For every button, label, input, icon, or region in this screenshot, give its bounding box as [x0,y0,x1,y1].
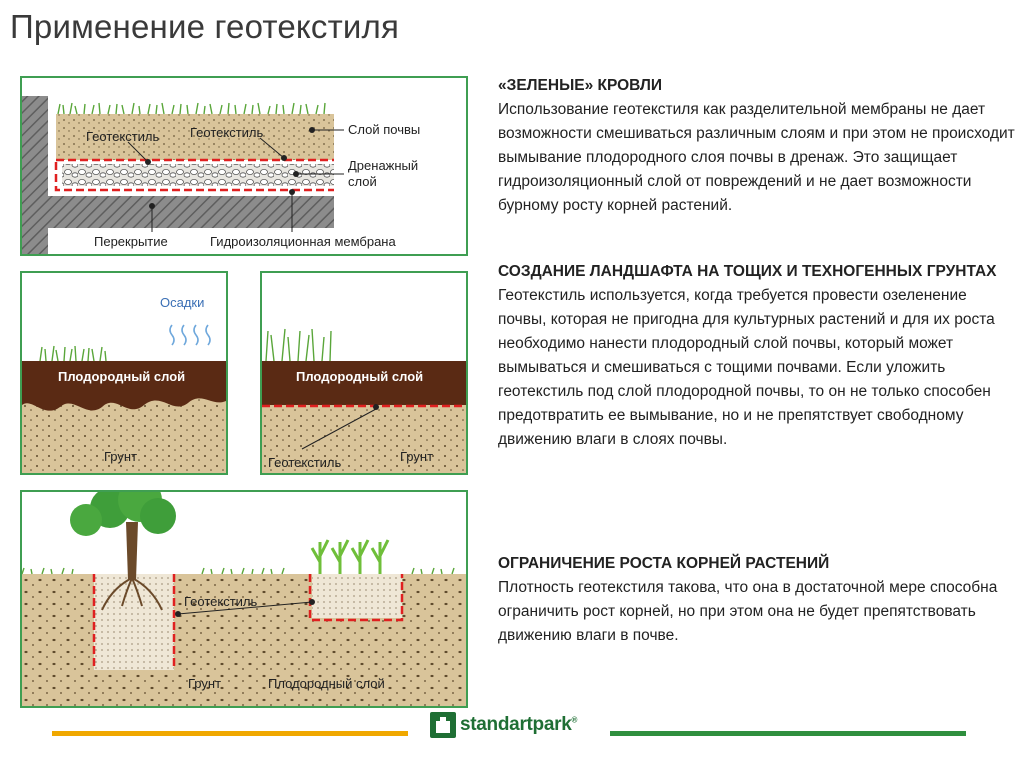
section-heading: «ЗЕЛЕНЫЕ» КРОВЛИ [498,77,662,94]
brand-logo [430,708,577,742]
roots-illustration [22,492,466,706]
section-root-limit [498,552,1018,648]
protected-label-ground: Грунт [400,449,434,464]
roof-label-geotextile-2: Геотекстиль [190,125,264,140]
diagram-erosion [20,271,228,475]
footer-accent-right [610,731,966,736]
left-pit [94,574,174,670]
grass [58,103,325,114]
diagram-protected [260,271,468,475]
roof-label-drainage-2: слой [348,174,377,189]
seedlings-icon [312,540,388,574]
concrete-wall [22,96,48,254]
section-heading: ОГРАНИЧЕНИЕ РОСТА КОРНЕЙ РАСТЕНИЙ [498,555,830,572]
section-green-roofs [498,74,1018,218]
grass [40,346,106,361]
section-landscape [498,260,1018,452]
logo-mark-icon [430,712,456,738]
roots-label-geotextile: Геотекстиль [184,594,258,609]
page-title: Применение геотекстиля [10,8,400,45]
erosion-label-fertile: Плодородный слой [58,369,186,384]
grass [22,568,454,574]
roof-label-geotextile-1: Геотекстиль [86,129,160,144]
footer-accent-left [52,731,408,736]
protected-label-fertile: Плодородный слой [296,369,424,384]
erosion-label-ground: Грунт [104,449,138,464]
roof-label-soil-layer: Слой почвы [348,122,421,137]
erosion-label-precipitation: Осадки [160,295,205,310]
roots-label-ground: Грунт [188,676,222,691]
diagram-green-roof [20,76,468,256]
roof-label-membrane: Гидроизоляционная мембрана [210,234,396,249]
grass [266,329,331,361]
section-body: Плотность геотекстиля такова, что она в достаточной мере способна ограничить рост корней, но при этом она не будет препятствовать движению влаги в почве. [498,579,998,644]
roof-label-slab: Перекрытие [94,234,168,249]
erosion-illustration [22,273,226,473]
section-body: Использование геотекстиля как разделительной мембраны не дает возможности смешиваться различным слоям и при этом не происходит вымывание плодородного слоя почвы в дренаж. Это защищает гидроизоляционный слой от повреждений и не дает возможности бурному росту корней растений. [498,101,1015,214]
section-heading: СОЗДАНИЕ ЛАНДШАФТА НА ТОЩИХ И ТЕХНОГЕННЫХ ГРУНТАХ [498,263,997,280]
roots-label-fertile: Плодородный слой [268,676,385,691]
diagram-roots [20,490,468,708]
green-roof-illustration [22,78,466,254]
logo-text: standartpark® [460,714,578,735]
right-pit [312,574,402,618]
protected-illustration [262,273,466,473]
roof-label-drainage-1: Дренажный [348,158,419,173]
concrete-slab [22,196,334,228]
rain-icon [170,325,210,345]
protected-label-geotextile: Геотекстиль [268,455,342,470]
section-body: Геотекстиль используется, когда требуется провести озеленение почвы, которая не пригодна для культурных растений и для их роста необходимо нанести плодородный слой почвы, который может вымываться и смешиваться с тощими почвами. Если уложить геотекстиль под слой плодородной почвы, то он не только способен предотвратить ее вымывание, но и не препятствует свободному движению влаги в слоях почвы. [498,287,995,448]
